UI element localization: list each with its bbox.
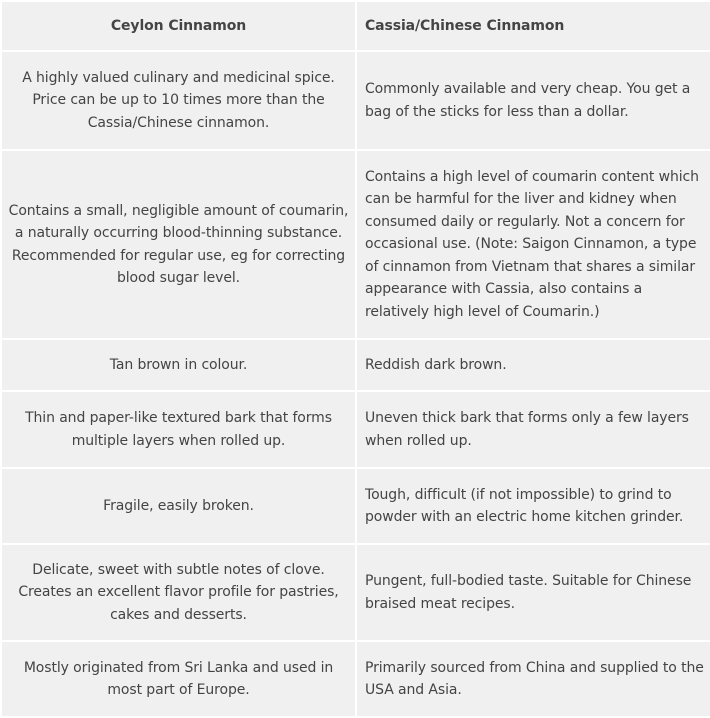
table-body [1,51,710,717]
table-row [1,150,710,339]
table-cell-ceylon: Tan brown in colour. [1,339,356,391]
table-cell-ceylon: Thin and paper-like textured bark that forms multiple layers when rolled up. [1,391,356,468]
column-header-ceylon: Ceylon Cinnamon [1,1,356,51]
table-cell-ceylon: Mostly originated from Sri Lanka and used in most part of Europe. [1,641,356,717]
table-row [1,641,710,717]
table-cell-cassia: Tough, difficult (if not impossible) to grind to powder with an electric home kitchen grinder. [356,468,710,544]
table-row [1,544,710,641]
table-cell-ceylon: Contains a small, negligible amount of coumarin, a naturally occurring blood-thinning substance. Recommended for regular use, eg for correcting blood sugar level. [1,150,356,339]
table-cell-cassia: Reddish dark brown. [356,339,710,391]
table-header [1,1,710,51]
table-cell-ceylon: A highly valued culinary and medicinal spice. Price can be up to 10 times more than the Cassia/Chinese cinnamon. [1,51,356,150]
table-cell-cassia: Uneven thick bark that forms only a few layers when rolled up. [356,391,710,468]
table-cell-cassia: Pungent, full-bodied taste. Suitable for Chinese braised meat recipes. [356,544,710,641]
table-cell-cassia: Primarily sourced from China and supplied to the USA and Asia. [356,641,710,717]
table-cell-ceylon: Fragile, easily broken. [1,468,356,544]
table-cell-cassia: Commonly available and very cheap. You get a bag of the sticks for less than a dollar. [356,51,710,150]
table-row [1,391,710,468]
table-cell-cassia: Contains a high level of coumarin content which can be harmful for the liver and kidney when consumed daily or regularly. Not a concern for occasional use. (Note: Saigon Cinnamon, a type of cinnamon from Vietnam that shares a similar appearance with Cassia, also contains a relatively high level of Coumarin.) [356,150,710,339]
column-header-cassia: Cassia/Chinese Cinnamon [356,1,710,51]
table-cell-ceylon: Delicate, sweet with subtle notes of clove. Creates an excellent flavor profile for pastries, cakes and desserts. [1,544,356,641]
table-row [1,51,710,150]
table-row [1,468,710,544]
table-row [1,339,710,391]
header-row [1,1,710,51]
